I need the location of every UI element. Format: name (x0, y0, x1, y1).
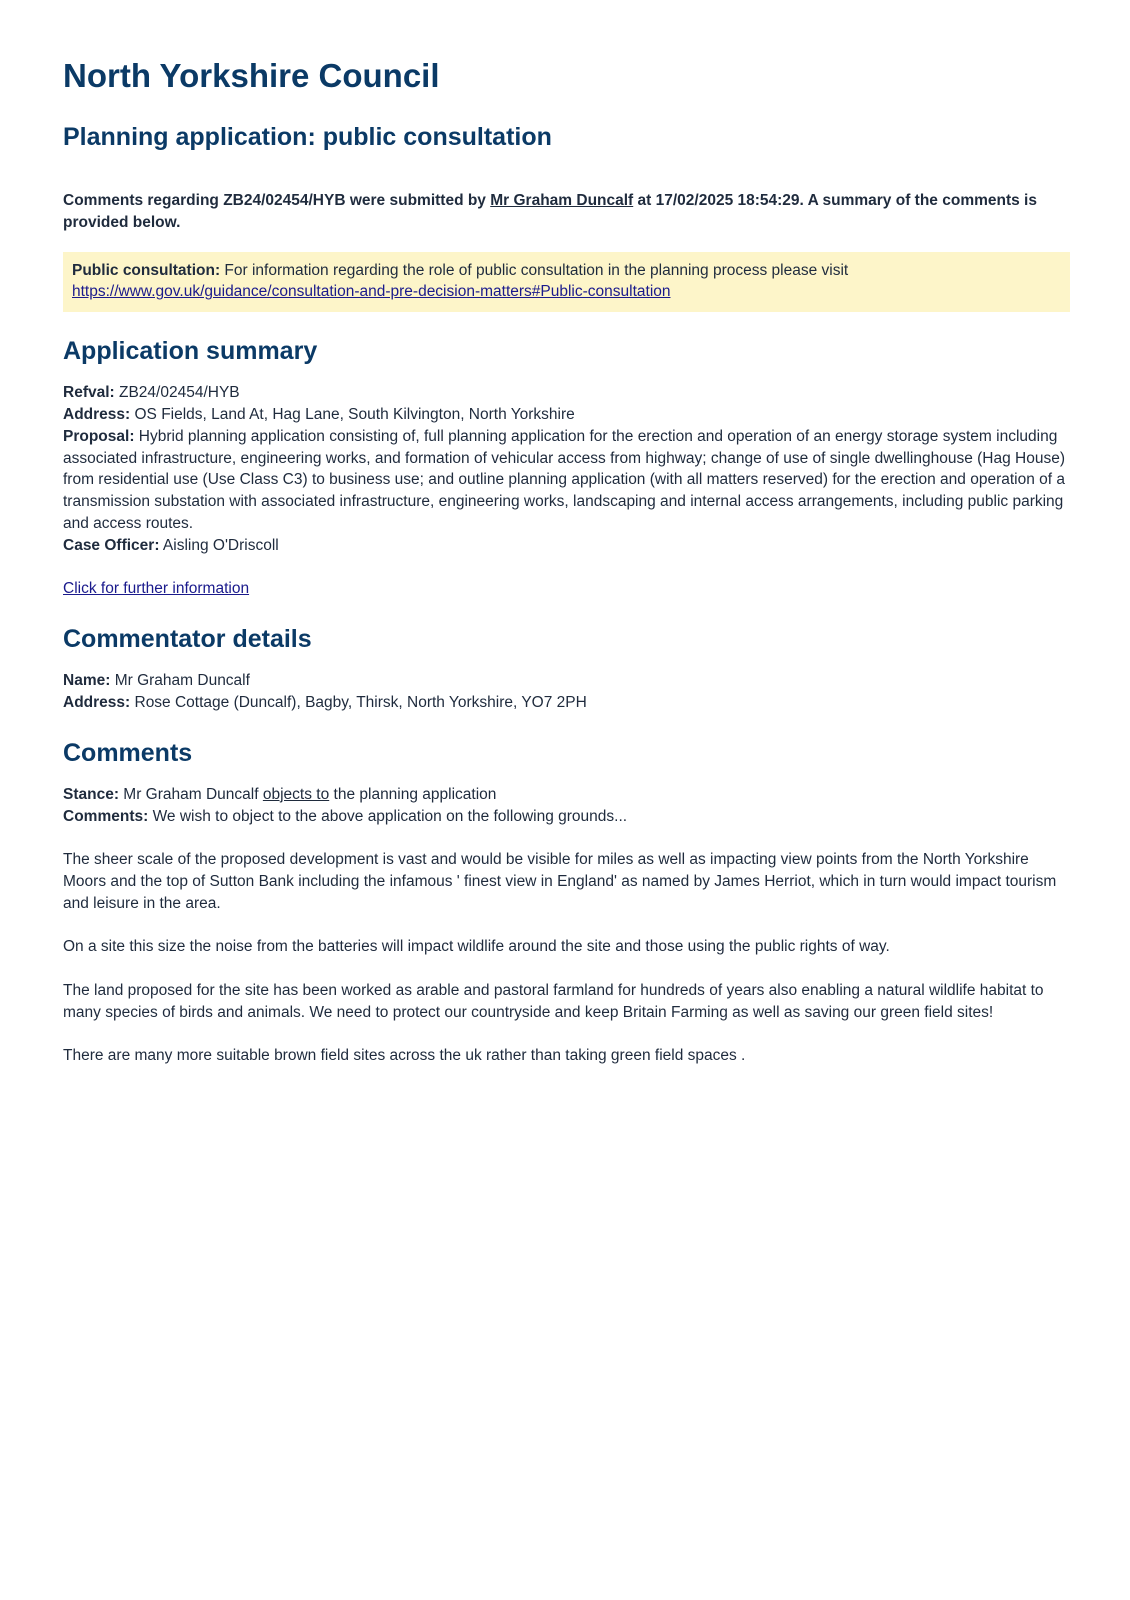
commentator-name-value: Mr Graham Duncalf (110, 672, 250, 690)
comments-body (63, 784, 1070, 1067)
page-subtitle: Planning application: public consultation (63, 123, 552, 151)
comment-paragraph: On a site this size the noise from the batteries will impact wildlife around the site and those using the public rights of way. (63, 938, 890, 956)
intro-statement (63, 190, 1070, 234)
comments-label: Comments: (63, 807, 149, 825)
refval-row (63, 382, 1070, 404)
intro-suffix: at 17/02/2025 18:54:29. A summary of the comments is provided below. (63, 192, 1037, 231)
refval-label: Refval: (63, 384, 115, 402)
comments-row (63, 806, 1070, 828)
stance-label: Stance: (63, 785, 119, 803)
public-consultation-notice (63, 252, 1070, 313)
case-officer-row (63, 535, 1070, 557)
document-page (63, 54, 1070, 1067)
stance-row (63, 784, 1070, 806)
commentator-name-label: Name: (63, 672, 111, 690)
proposal-row (63, 426, 1070, 535)
proposal-label: Proposal: (63, 427, 135, 445)
case-officer-label: Case Officer: (63, 536, 160, 554)
commentator-address-value: Rose Cottage (Duncalf), Bagby, Thirsk, North Yorkshire, YO7 2PH (130, 693, 587, 711)
commentator-details-heading: Commentator details (63, 625, 312, 654)
application-summary-heading: Application summary (63, 337, 318, 366)
refval-value: ZB24/02454/HYB (114, 384, 240, 402)
proposal-value: Hybrid planning application consisting of, full planning application for the erection and operation of an energy storage system including associated infrastructure, engineering works, and formation of vehicular access from highway; change of use of single dwellinghouse (Hag House) from residential use (Use Class C3) to business use; and outline planning application (with all matters reserved) for the erection and operation of a transmission substation with associated infrastructure, engineering works, landscaping and internal access arrangements, including public parking and access routes. (63, 427, 1066, 532)
comments-heading: Comments (63, 738, 193, 767)
commentator-details-body (63, 670, 1070, 714)
address-row (63, 404, 1070, 426)
notice-text: For information regarding the role of public consultation in the planning process please visit (220, 261, 849, 279)
further-info-row (63, 578, 1070, 600)
consultation-guidance-link[interactable]: https://www.gov.uk/guidance/consultation-and-pre-decision-matters#Public-consultation (72, 283, 671, 301)
comment-paragraph: The sheer scale of the proposed development is vast and would be visible for miles as well as impacting view points from the North Yorkshire Moors and the top of Sutton Bank including the infamous ' finest view in England' as named by James Herriot, which in turn would impact tourism and leisure in the area. (63, 851, 1057, 912)
address-label: Address: (63, 405, 131, 423)
commentator-name-row (63, 670, 1070, 692)
council-title: North Yorkshire Council (63, 57, 440, 94)
commenter-link[interactable]: Mr Graham Duncalf (490, 192, 634, 209)
case-officer-value: Aisling O'Driscoll (159, 536, 279, 554)
further-info-link[interactable]: Click for further information (63, 580, 250, 598)
commentator-address-label: Address: (63, 693, 131, 711)
notice-label: Public consultation: (72, 261, 221, 279)
stance-suffix: the planning application (329, 785, 497, 803)
intro-prefix: Comments regarding ZB24/02454/HYB were submitted by (63, 192, 491, 209)
comment-paragraph: There are many more suitable brown field sites across the uk rather than taking green field spaces . (63, 1047, 746, 1065)
comments-first-line: We wish to object to the above application on the following grounds... (148, 807, 628, 825)
commentator-address-row (63, 692, 1070, 714)
stance-link[interactable]: objects to (262, 785, 330, 803)
stance-prefix: Mr Graham Duncalf (119, 785, 263, 803)
comment-paragraph: The land proposed for the site has been worked as arable and pastoral farmland for hundreds of years also enabling a natural wildlife habitat to many species of birds and animals. We need to protect our countryside and keep Britain Farming as well as saving our green field sites! (63, 981, 1044, 1021)
application-summary-body (63, 382, 1070, 600)
address-value: OS Fields, Land At, Hag Lane, South Kilvington, North Yorkshire (130, 405, 575, 423)
